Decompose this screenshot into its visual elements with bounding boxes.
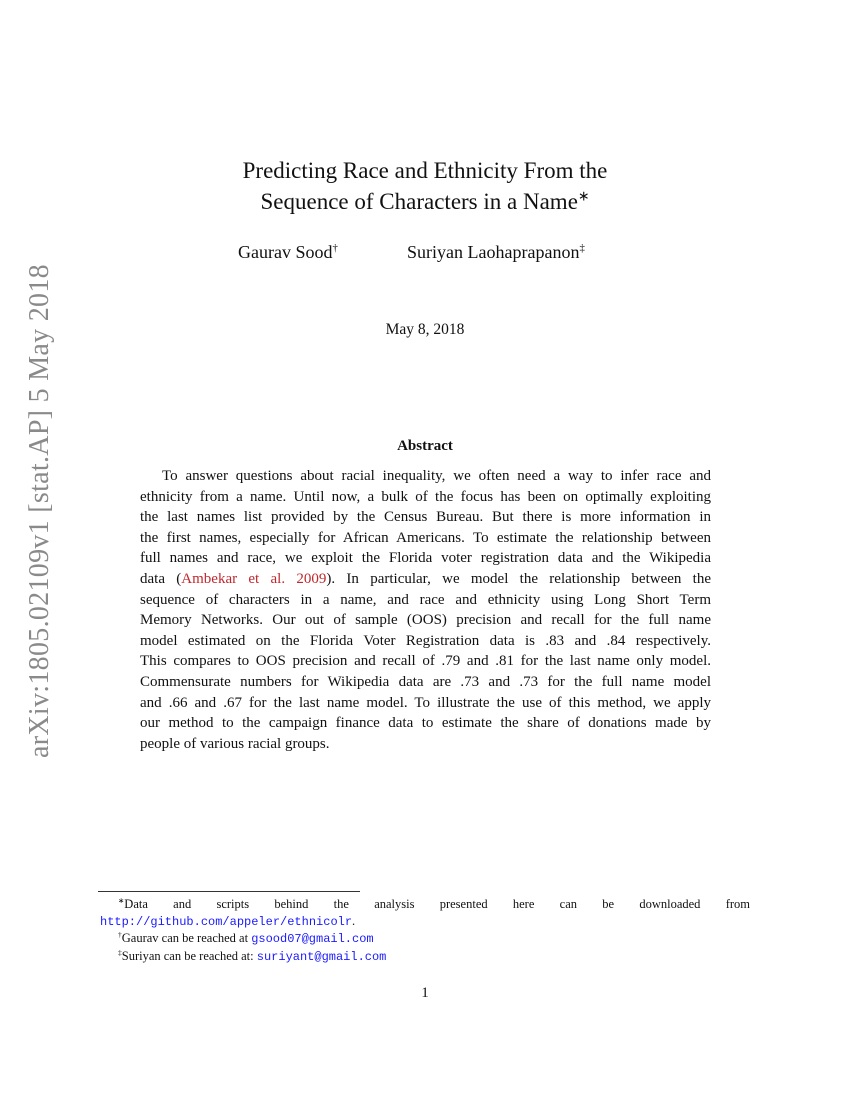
footnote-3	[100, 948, 750, 966]
email-link-suriyan[interactable]: suriyant@gmail.com	[256, 950, 387, 965]
abstract-heading: Abstract	[397, 438, 453, 454]
footnote-text: Gaurav can be reached at	[121, 931, 252, 946]
title-footnote-mark: ∗	[577, 188, 590, 204]
citation-link[interactable]: Ambekar et al. 2009	[181, 570, 327, 587]
abstract-line	[140, 569, 711, 590]
footnote-mark: ‡	[118, 947, 122, 957]
footnote-text: Suriyan can be reached at:	[121, 949, 257, 964]
abstract-line: our method to the campaign finance data to estimate the share of donations made by	[140, 715, 711, 732]
abstract-line: To answer questions about racial inequality, we often need a way to infer race and	[162, 468, 711, 484]
footnote-mark: ∗	[118, 895, 125, 905]
abstract-line: model estimated on the Florida Voter Registration data is .83 and .84 respectively.	[140, 632, 711, 649]
abstract-line: Commensurate numbers for Wikipedia data are .73 and .73 for the full name model	[140, 673, 711, 690]
footnote-rule	[98, 891, 360, 892]
arxiv-identifier: arXiv:1805.02109v1 [stat.AP] 5 May 2018	[24, 264, 55, 758]
author-mark: †	[332, 242, 338, 254]
footnote-text: Data and scripts behind the analysis presented here can be downloaded from	[124, 897, 750, 911]
footnote-mark: †	[118, 930, 122, 940]
abstract-line: This compares to OOS precision and recall of .79 and .81 for the last name only model.	[140, 653, 711, 670]
author-name: Gaurav Sood	[238, 242, 333, 262]
abstract-line: and .66 and .67 for the last name model. To illustrate the use of this method, we apply	[140, 694, 711, 711]
text: .	[352, 913, 356, 928]
abstract-line: people of various racial groups.	[140, 735, 330, 752]
abstract-line: full names and race, we exploit the Florida voter registration data and the Wikipedia	[140, 550, 711, 567]
abstract-line: the first names, especially for African Americans. To estimate the relationship between	[140, 529, 711, 546]
paper-title-line1: Predicting Race and Ethnicity From the	[242, 158, 608, 183]
abstract-body	[140, 466, 711, 754]
author-1	[238, 242, 338, 263]
footnote-1	[100, 896, 750, 913]
abstract-line: ethnicity from a name. Until now, a bulk of the focus has been on optimally exploiting	[140, 488, 711, 505]
author-2	[407, 242, 585, 263]
footnotes	[100, 896, 750, 966]
paper-title-line2	[0, 189, 850, 215]
date: May 8, 2018	[385, 321, 465, 338]
footnote-1-cont	[100, 913, 750, 931]
author-mark: ‡	[579, 242, 585, 254]
footnote-2	[100, 930, 750, 948]
author-name: Suriyan Laohaprapanon	[407, 242, 580, 262]
github-link[interactable]: http://github.com/appeler/ethnicolr	[100, 914, 353, 929]
email-link-gaurav[interactable]: gsood07@gmail.com	[251, 932, 374, 947]
title-text: Sequence of Characters in a Name	[260, 189, 578, 214]
text: ). In particular, we model the relationship between the	[326, 570, 711, 587]
page-number: 1	[421, 985, 429, 1001]
text: data (	[140, 570, 182, 587]
abstract-line: the last names list provided by the Census Bureau. But there is more information in	[140, 509, 711, 526]
abstract-line: Memory Networks. Our out of sample (OOS) precision and recall for the full name	[140, 612, 711, 629]
abstract-line: sequence of characters in a name, and race and ethnicity using Long Short Term	[140, 591, 711, 608]
